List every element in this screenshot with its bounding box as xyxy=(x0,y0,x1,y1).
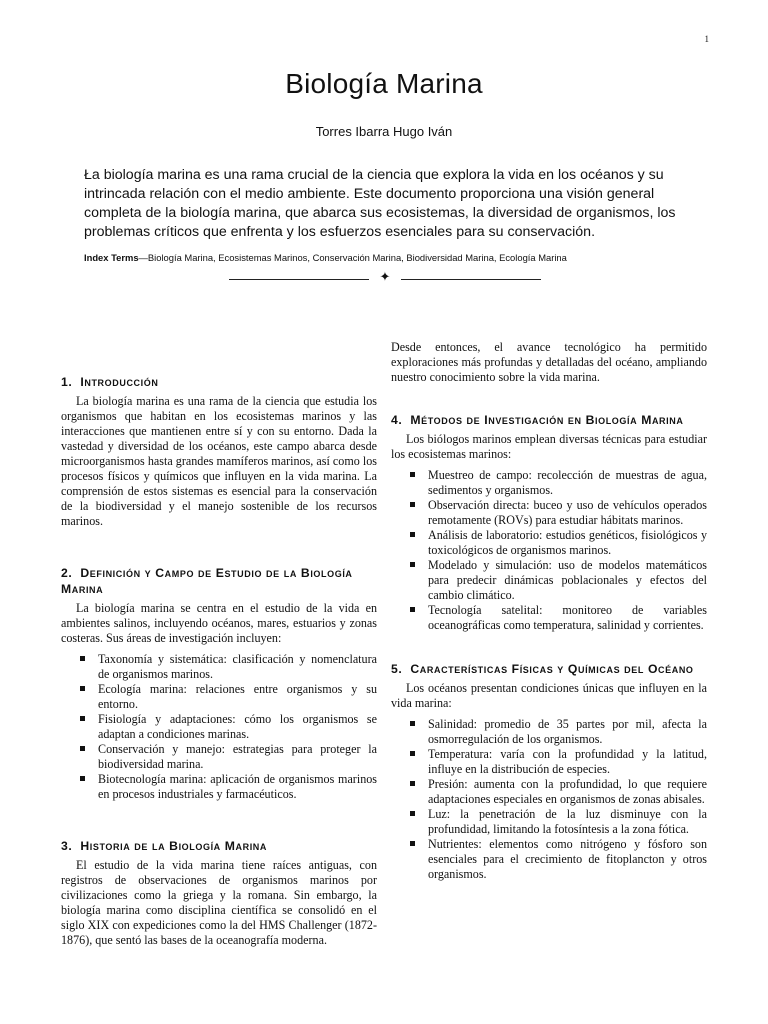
square-bullet-icon xyxy=(410,811,415,816)
square-bullet-icon xyxy=(410,607,415,612)
list-item: Biotecnología marina: aplicación de organismos marinos en procesos industriales y farmacéuticos. xyxy=(98,772,377,802)
section-heading xyxy=(61,565,377,597)
right-column xyxy=(391,340,707,882)
section-heading xyxy=(391,661,707,677)
section-divider xyxy=(229,272,541,286)
square-bullet-icon xyxy=(410,781,415,786)
section-number: 1. xyxy=(61,375,73,389)
section-caracteristicas xyxy=(391,661,707,882)
section-introduccion xyxy=(61,374,377,529)
section-title: Métodos de Investigación en Biología Marina xyxy=(410,413,684,427)
divider-line-left xyxy=(229,279,369,280)
paragraph: Los océanos presentan condiciones únicas que influyen en la vida marina: xyxy=(391,681,707,710)
divider-line-right xyxy=(401,279,541,280)
section-title: Definición y Campo de Estudio de la Biología Marina xyxy=(61,566,353,596)
square-bullet-icon xyxy=(80,686,85,691)
section-heading xyxy=(61,838,377,854)
page-number: 1 xyxy=(704,34,709,44)
paragraph: Los biólogos marinos emplean diversas técnicas para estudiar los ecosistemas marinos: xyxy=(391,432,707,461)
list-item: Nutrientes: elementos como nitrógeno y fósforo son esenciales para el crecimiento de fitoplancton y otros organismos. xyxy=(428,837,707,882)
divider-star-icon: ✦ xyxy=(379,270,391,285)
author-name: Torres Ibarra Hugo Iván xyxy=(315,124,453,139)
square-bullet-icon xyxy=(80,716,85,721)
square-bullet-icon xyxy=(410,472,415,477)
section-heading xyxy=(391,412,707,428)
list-item: Fisiología y adaptaciones: cómo los organismos se adaptan a condiciones marinas. xyxy=(98,712,377,742)
section-historia xyxy=(61,838,377,948)
square-bullet-icon xyxy=(410,841,415,846)
section-number: 4. xyxy=(391,413,403,427)
section-number: 5. xyxy=(391,662,403,676)
bullet-list xyxy=(391,468,707,633)
square-bullet-icon xyxy=(410,751,415,756)
list-item: Taxonomía y sistemática: clasificación y nomenclatura de organismos marinos. xyxy=(98,652,377,682)
bullet-list xyxy=(391,717,707,882)
abstract: Łа biología marina es una rama crucial de la ciencia que explora la vida en los océanos y su intrincada relación con el medio ambiente. Este documento proporciona una visión general completa de la biología marina, que abarca sus ecosistemas, la diversidad de organismos, los problemas críticos que enfrenta y los esfuerzos esenciales para su conservación. xyxy=(84,167,676,240)
list-item: Presión: aumenta con la profundidad, lo que requiere adaptaciones especiales en organismos de zonas abisales. xyxy=(428,777,707,807)
square-bullet-icon xyxy=(410,721,415,726)
square-bullet-icon xyxy=(410,562,415,567)
list-item: Ecología marina: relaciones entre organismos y su entorno. xyxy=(98,682,377,712)
index-terms xyxy=(84,252,704,263)
bullet-list xyxy=(61,652,377,802)
section-number: 3. xyxy=(61,839,73,853)
section-title: Introducción xyxy=(80,375,159,389)
section-definicion xyxy=(61,565,377,802)
list-item: Tecnología satelital: monitoreo de variables oceanográficas como temperatura, salinidad y corrientes. xyxy=(428,603,707,633)
paper-title: Biología Marina xyxy=(285,68,483,99)
section-title: Características Físicas y Químicas del Océano xyxy=(410,662,694,676)
square-bullet-icon xyxy=(80,776,85,781)
list-item: Conservación y manejo: estrategias para proteger la biodiversidad marina. xyxy=(98,742,377,772)
section-metodos xyxy=(391,412,707,633)
left-column xyxy=(61,374,377,948)
list-item: Observación directa: buceo y uso de vehículos operados remotamente (ROVs) para estudiar hábitats marinos. xyxy=(428,498,707,528)
square-bullet-icon xyxy=(410,502,415,507)
paragraph: La biología marina es una rama de la ciencia que estudia los organismos que habitan en los ecosistemas marinos y las interacciones que mantienen entre sí y con su entorno. Dada la vastedad y diversidad de los océanos, este campo abarca desde microorganismos hasta grandes mamíferos marinos, así como los procesos físicos y químicos que influyen en la vida marina. La comprensión de estos sistemas es esencial para la conservación de la biodiversidad y el manejo sostenible de los recursos marinos. xyxy=(61,394,377,528)
section-heading xyxy=(61,374,377,390)
list-item: Modelado y simulación: uso de modelos matemáticos para predecir dinámicas poblacionales y efectos del cambio climático. xyxy=(428,558,707,603)
paragraph: El estudio de la vida marina tiene raíces antiguas, con registros de observaciones de organismos marinos por civilizaciones como la griega y la romana. Sin embargo, la biología marina como disciplina científica se consolidó en el siglo XIX con expediciones como la del HMS Challenger (1872-1876), que sentó las bases de la oceanografía moderna. xyxy=(61,858,377,947)
square-bullet-icon xyxy=(410,532,415,537)
list-item: Análisis de laboratorio: estudios genéticos, fisiológicos y toxicológicos de organismos marinos. xyxy=(428,528,707,558)
index-terms-text: —Biología Marina, Ecosistemas Marinos, Conservación Marina, Biodiversidad Marina, Ecología Marina xyxy=(138,252,567,263)
list-item: Muestreo de campo: recolección de muestras de agua, sedimentos y organismos. xyxy=(428,468,707,498)
paragraph: La biología marina se centra en el estudio de la vida en ambientes salinos, incluyendo océanos, mares, estuarios y zonas costeras. Sus áreas de investigación incluyen: xyxy=(61,601,377,645)
index-terms-label: Index Terms xyxy=(84,252,139,263)
list-item: Salinidad: promedio de 35 partes por mil, afecta la osmorregulación de los organismos. xyxy=(428,717,707,747)
section-number: 2. xyxy=(61,566,73,580)
square-bullet-icon xyxy=(80,746,85,751)
paragraph-continuation: Desde entonces, el avance tecnológico ha permitido exploraciones más profundas y detalladas del océano, ampliando nuestro conocimiento sobre la vida marina. xyxy=(391,340,707,384)
list-item: Temperatura: varía con la profundidad y la latitud, influye en la distribución de especies. xyxy=(428,747,707,777)
section-title: Historia de la Biología Marina xyxy=(80,839,268,853)
square-bullet-icon xyxy=(80,656,85,661)
list-item: Luz: la penetración de la luz disminuye con la profundidad, limitando la fotosíntesis a la zona fótica. xyxy=(428,807,707,837)
